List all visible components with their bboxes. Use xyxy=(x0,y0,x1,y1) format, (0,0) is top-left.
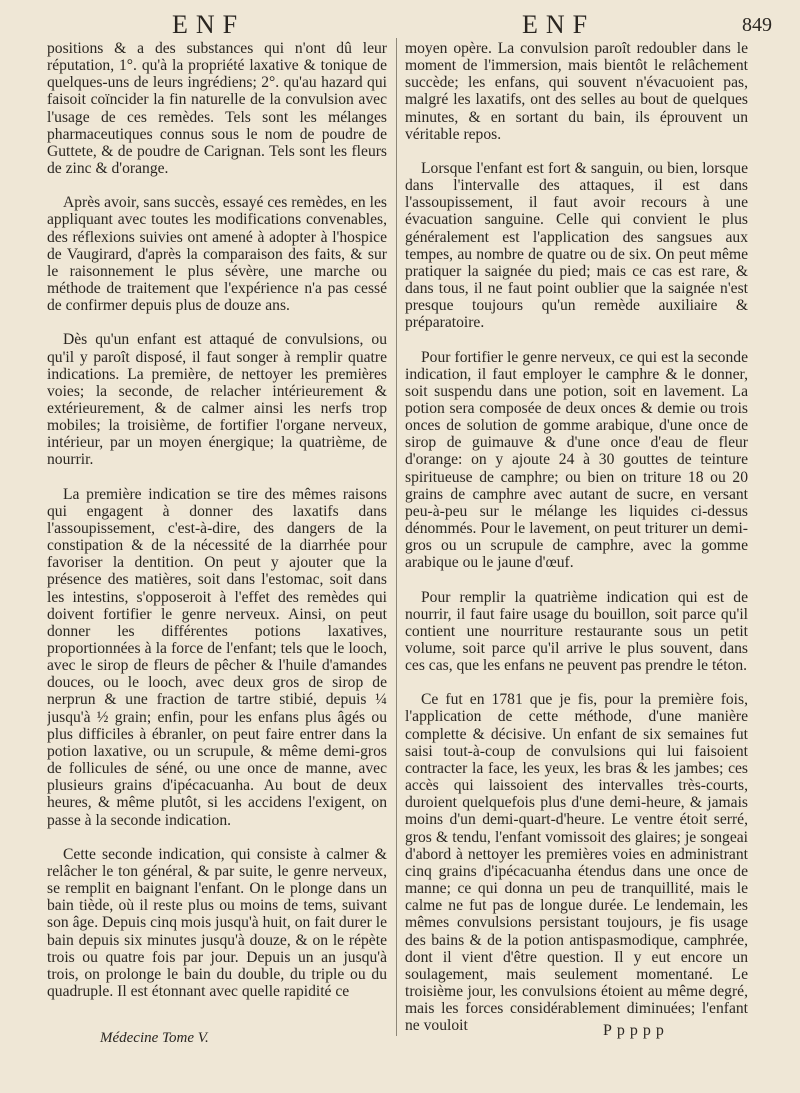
paragraph: La première indication se tire des mêmes raisons qui engagent à donner des laxatifs dans l'assoupissement, c'est-à-dire, des dangers de la constipation & de la nécessité de la diarrhée pour favoriser la dentition. On peut y ajouter que la présence des matières, soit dans l'estomac, soit dans les intestins, s'opposeroit à l'effet des remèdes qui doivent fortifier le genre nerveux. Ainsi, on peut donner les différentes potions laxatives, proportionnées à la force de l'enfant; tels que le looch, avec le sirop de fleurs de pêcher & l'huile d'amandes douces, ou le looch, avec deux gros de sirop de nerprun & une fraction de tartre stibié, depuis ¼ jusqu'à ½ grain; enfin, pour les enfans plus âgés ou plus difficiles à ébranler, on peut faire entrer dans la potion laxative, ou un scrupule, & même demi-gros de follicules de séné, ou une once de manne, avec plusieurs grains d'ipécacuanha. Au bout de deux heures, & même plutôt, si les accidens l'exigent, on passe à la seconde indication. xyxy=(47,485,387,829)
paragraph: Pour remplir la quatrième indication qui est de nourrir, il faut faire usage du bouillon, soit parce qu'il contient une nourriture restaurante sous un petit volume, soit parce qu'il arrive le plus souvent, dans ces cas, que les enfans ne peuvent pas prendre le téton. xyxy=(405,588,748,675)
running-head-right: ENF xyxy=(522,10,596,39)
signature-mark: Ppppp xyxy=(603,1022,669,1039)
running-head-left: ENF xyxy=(172,10,246,39)
paragraph: moyen opère. La convulsion paroît redoubler dans le moment de l'immersion, mais bientôt le relâchement succède; les enfans, qui souvent n'évacuoient pas, malgré les laxatifs, ont des selles au bout de quelques minutes, & en sortant du bain, ils éprouvent un véritable repos. xyxy=(405,40,748,143)
paragraph: Après avoir, sans succès, essayé ces remèdes, en les appliquant avec toutes les modifications convenables, des réflexions suivies ont amené à adopter à l'hospice de Vaugirard, d'après la comparaison des faits, & sur le raisonnement le plus sévère, une marche ou méthode de traitement que l'expérience n'a pas cessé de confirmer depuis plus de douze ans. xyxy=(47,194,387,315)
page-number: 849 xyxy=(742,14,772,36)
paragraph: Pour fortifier le genre nerveux, ce qui est la seconde indication, il faut employer le camphre & le donner, soit suspendu dans une potion, soit en lavement. La potion sera composée de deux onces & demie ou trois onces de solution de gomme arabique, d'une once de sirop de guimauve & d'une once d'eau de fleur d'orange: on y ajoute 24 à 30 gouttes de teinture spiritueuse de camphre; ou bien on triture 18 ou 20 grains de camphre avec autant de sucre, en versant peu-à-peu sur le mélange les liquides ci-dessus dénommés. Pour le lavement, on peut triturer un demi-gros ou un scrupule de camphre, avec la gomme arabique ou le jaune d'œuf. xyxy=(405,348,748,572)
footer-volume: Médecine Tome V. xyxy=(100,1030,209,1046)
column-divider xyxy=(396,38,397,1036)
paragraph: Lorsque l'enfant est fort & sanguin, ou bien, lorsque dans l'intervalle des attaques, il est dans l'assoupissement, il faut avoir recours à une évacuation sanguine. Celle qui convient le plus généralement est l'application des sangsues aux tempes, au nombre de quatre ou de six. On peut même pratiquer la saignée du pied; mais ce cas est rare, & dans tous, il ne faut point oublier que la saignée n'est presque toujours qu'un remède auxiliaire & préparatoire. xyxy=(405,159,748,332)
left-column xyxy=(47,40,387,1040)
right-column xyxy=(405,40,748,1040)
paragraph: Dès qu'un enfant est attaqué de convulsions, ou qu'il y paroît disposé, il faut songer à remplir quatre indications. La première, de nettoyer les premières voies; la seconde, de relacher intérieurement & extérieurement, & de calmer ainsi les nerfs trop mobiles; la troisième, de fortifier l'organe nerveux, intérieur, par un moyen énergique; la quatrième, de nourrir. xyxy=(47,331,387,469)
paragraph: positions & a des substances qui n'ont dû leur réputation, 1°. qu'à la propriété laxative & tonique de quelques-uns de leurs ingrédiens; 2°. qu'au hazard qui faisoit coïncider la fin naturelle de la convulsion avec l'usage de ces remèdes. Tels sont les mélanges pharmaceutiques connus sous le nom de poudre de Guttete, & de poudre de Carignan. Tels sont les fleurs de zinc & d'orange. xyxy=(47,40,387,178)
paragraph: Ce fut en 1781 que je fis, pour la première fois, l'application de cette méthode, d'une manière complette & décisive. Un enfant de six semaines fut saisi tout-à-coup de convulsions qui lui faisoient contracter la face, les yeux, les bras & les jambes; ces accès qui laissoient des intervalles très-courts, duroient quelquefois plus d'une demi-heure, & jamais moins d'un demi-quart-d'heure. Le ventre étoit serré, gros & tendu, l'enfant vomissoit des glaires; je songeai d'abord à nettoyer les premières voies en administrant cinq grains d'ipécacuanha étendus dans une once de manne; ce qui donna un peu de tranquillité, mais le calme ne fut pas de longue durée. Le lendemain, les mêmes convulsions persistant toujours, je fis usage des bains & de la potion antispasmodique, camphrée, dont il vient d'être question. Il y eut encore un soulagement, mais seulement momentané. Le troisième jour, les convulsions étoient au même degré, mais les forces considérablement diminuées; l'enfant ne vouloit xyxy=(405,691,748,1035)
paragraph: Cette seconde indication, qui consiste à calmer & relâcher le ton général, & par suite, le genre nerveux, se remplit en baignant l'enfant. On le plonge dans un bain tiède, où il reste plus ou moins de tems, suivant son âge. Depuis cinq mois jusqu'à huit, on fait durer le bain depuis six minutes jusqu'à douze, & on le répète trois ou quatre fois par jour. Depuis un an jusqu'à trois, on prolonge le bain du double, du triple ou du quadruple. Il est étonnant avec quelle rapidité ce xyxy=(47,845,387,1000)
